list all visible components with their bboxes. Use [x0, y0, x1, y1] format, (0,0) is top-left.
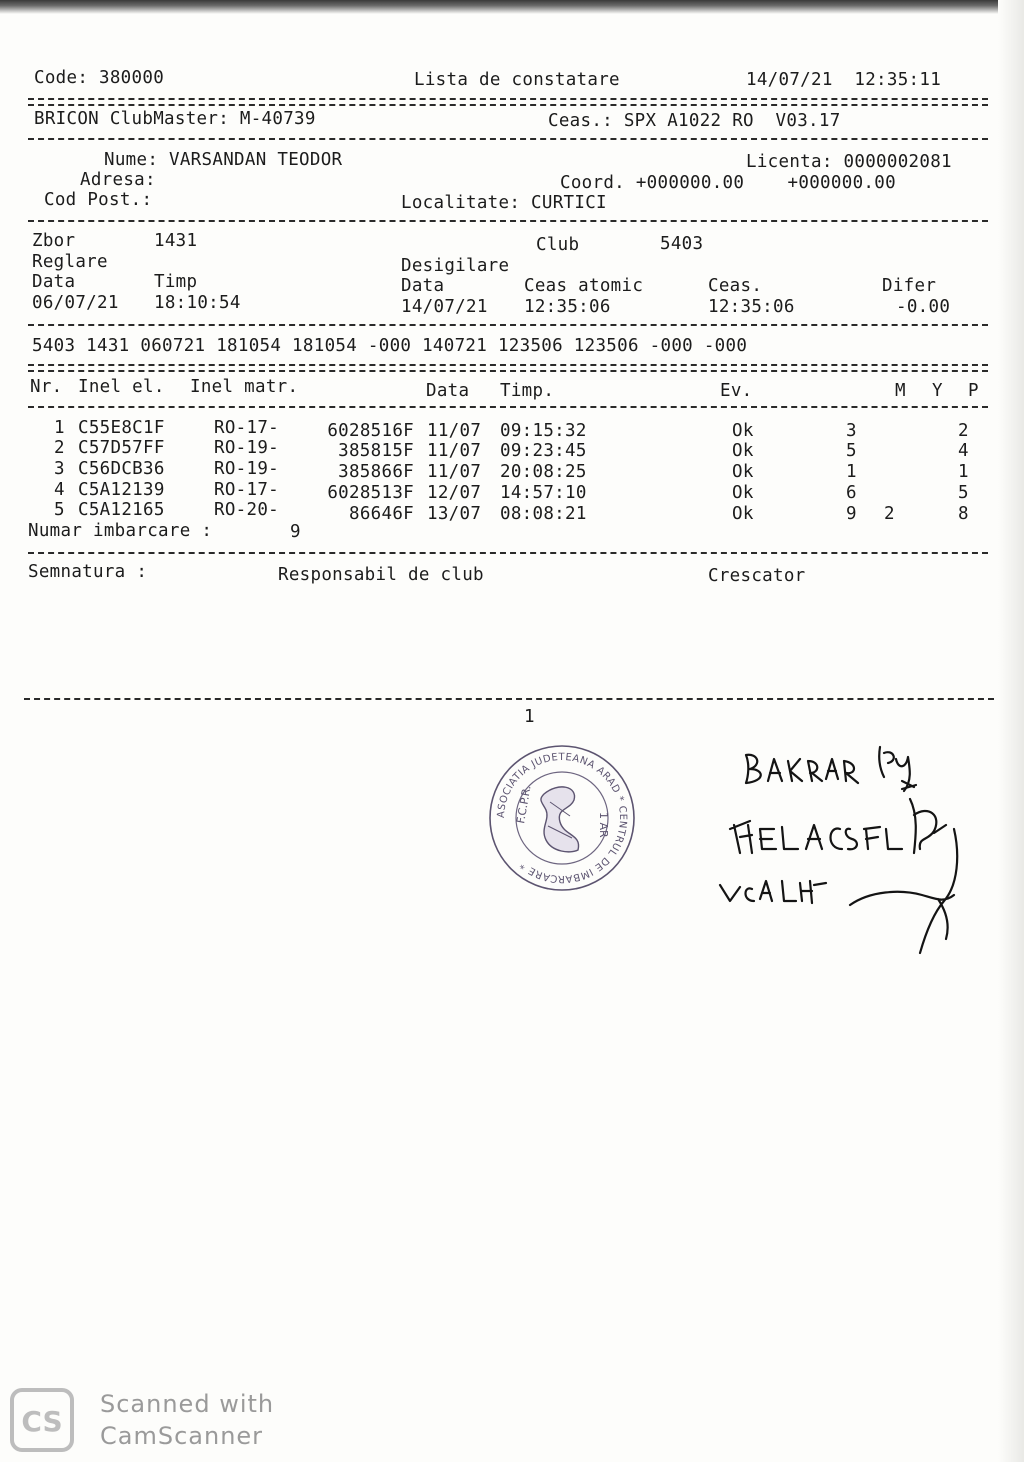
setting-date-label: Data	[32, 272, 76, 292]
watermark-line-2: CamScanner	[100, 1422, 264, 1450]
event-status: Ok	[732, 483, 754, 503]
m-value: 1	[846, 462, 857, 482]
col-header-event: Ev.	[720, 381, 753, 401]
difference-label: Difer	[882, 276, 937, 296]
report-code: Code: 380000	[34, 68, 165, 88]
electronic-ring: C57D57FF	[78, 438, 165, 458]
p-value: 1	[958, 462, 969, 482]
divider	[28, 364, 988, 366]
setting-date: 06/07/21	[32, 293, 119, 313]
stamp-seal	[486, 742, 638, 894]
p-value: 8	[958, 504, 969, 524]
divider	[28, 552, 988, 554]
page-number: 1	[524, 707, 535, 727]
divider	[28, 370, 988, 372]
col-header-date: Data	[426, 381, 470, 401]
ring-prefix: RO-17-	[214, 418, 280, 438]
difference-value: -0.00	[896, 297, 951, 317]
owner-postcode: Cod Post.:	[44, 190, 153, 210]
club-number: 5403	[660, 234, 704, 254]
boarding-count: 9	[290, 522, 301, 542]
unsealing-atomic-time: 12:35:06	[524, 297, 611, 317]
ring-prefix: RO-19-	[214, 438, 280, 458]
divider	[28, 98, 988, 100]
flight-label: Zbor	[32, 231, 76, 251]
arrival-time: 09:23:45	[500, 441, 587, 461]
scan-shadow-top	[0, 0, 1024, 14]
clock-id: Ceas.: SPX A1022 RO V03.17	[548, 111, 841, 131]
watermark-line-1: Scanned with	[100, 1390, 275, 1418]
col-header-registration-ring: Inel matr.	[190, 377, 299, 397]
summary-line: 5403 1431 060721 181054 181054 -000 140721 123506 123506 -000 -000	[32, 336, 748, 356]
unsealing-clock-time: 12:35:06	[708, 297, 795, 317]
unsealing-date: 14/07/21	[401, 297, 488, 317]
camscanner-watermark	[10, 1388, 275, 1454]
col-header-nr: Nr.	[30, 377, 63, 397]
setting-time: 18:10:54	[154, 293, 241, 313]
p-value: 4	[958, 441, 969, 461]
p-value: 5	[958, 483, 969, 503]
col-header-electronic-ring: Inel el.	[78, 377, 165, 397]
registration-ring: 6028513F	[327, 483, 414, 503]
owner-address: Adresa:	[80, 170, 156, 190]
event-status: Ok	[732, 441, 754, 461]
y-value: 2	[884, 504, 895, 524]
row-number: 5	[54, 500, 65, 520]
row-number: 4	[54, 480, 65, 500]
row-number: 1	[54, 418, 65, 438]
col-header-time: Timp.	[500, 381, 555, 401]
flight-number: 1431	[154, 231, 198, 251]
stamp-ring-text: ASOCIATIA JUDETEANA ARAD * CENTRUL DE IMBARCARE *	[495, 751, 629, 885]
arrival-date: 11/07	[427, 441, 482, 461]
row-number: 2	[54, 438, 65, 458]
report-datetime: 14/07/21 12:35:11	[746, 70, 942, 90]
ring-prefix: RO-20-	[214, 500, 280, 520]
registration-ring: 385815F	[338, 441, 414, 461]
device-id: BRICON ClubMaster: M-40739	[34, 109, 316, 129]
col-header-m: M	[895, 381, 906, 401]
registration-ring: 6028516F	[327, 421, 414, 441]
unsealing-label: Desigilare	[401, 256, 510, 276]
registration-ring: 385866F	[338, 462, 414, 482]
setting-label: Reglare	[32, 252, 108, 272]
m-value: 3	[846, 421, 857, 441]
divider	[28, 406, 988, 408]
arrival-date: 11/07	[427, 421, 482, 441]
divider	[28, 104, 988, 106]
unsealing-date-label: Data	[401, 276, 445, 296]
arrival-time: 09:15:32	[500, 421, 587, 441]
svg-text:CS: CS	[21, 1405, 63, 1438]
owner-coordinates: Coord. +000000.00 +000000.00	[560, 173, 896, 193]
m-value: 6	[846, 483, 857, 503]
report-title: Lista de constatare	[414, 70, 620, 90]
event-status: Ok	[732, 504, 754, 524]
owner-license: Licenta: 0000002081	[746, 152, 952, 172]
row-number: 3	[54, 459, 65, 479]
club-label: Club	[536, 235, 580, 255]
electronic-ring: C55E8C1F	[78, 418, 165, 438]
breeder-label: Crescator	[708, 566, 806, 586]
arrival-date: 13/07	[427, 504, 482, 524]
camscanner-logo-icon	[10, 1388, 74, 1452]
divider	[28, 138, 988, 140]
event-status: Ok	[732, 462, 754, 482]
stamp-inner-right: 1 AR	[597, 812, 610, 838]
atomic-clock-label: Ceas atomic	[524, 276, 644, 296]
p-value: 2	[958, 421, 969, 441]
stamp-inner-left: F.C.P.R.	[514, 784, 534, 825]
scan-shadow-right	[998, 0, 1024, 1462]
arrival-date: 11/07	[427, 462, 482, 482]
divider	[24, 698, 994, 700]
registration-ring: 86646F	[348, 504, 414, 524]
signature-label: Semnatura :	[28, 562, 148, 582]
arrival-time: 08:08:21	[500, 504, 587, 524]
electronic-ring: C56DCB36	[78, 459, 165, 479]
boarding-count-label: Numar imbarcare :	[28, 521, 213, 541]
ring-prefix: RO-17-	[214, 480, 280, 500]
arrival-time: 20:08:25	[500, 462, 587, 482]
col-header-p: P	[968, 381, 979, 401]
handwritten-signatures	[710, 725, 990, 965]
electronic-ring: C5A12165	[78, 500, 165, 520]
owner-name: Nume: VARSANDAN TEODOR	[104, 150, 343, 170]
divider	[28, 324, 988, 326]
divider	[28, 220, 988, 222]
arrival-time: 14:57:10	[500, 483, 587, 503]
ring-prefix: RO-19-	[214, 459, 280, 479]
bird-emblem-icon	[541, 787, 579, 852]
electronic-ring: C5A12139	[78, 480, 165, 500]
owner-locality: Localitate: CURTICI	[401, 193, 607, 213]
arrival-date: 12/07	[427, 483, 482, 503]
col-header-y: Y	[932, 381, 943, 401]
event-status: Ok	[732, 421, 754, 441]
m-value: 9	[846, 504, 857, 524]
m-value: 5	[846, 441, 857, 461]
club-responsible-label: Responsabil de club	[278, 565, 484, 585]
clock-label: Ceas.	[708, 276, 763, 296]
setting-time-label: Timp	[154, 272, 198, 292]
